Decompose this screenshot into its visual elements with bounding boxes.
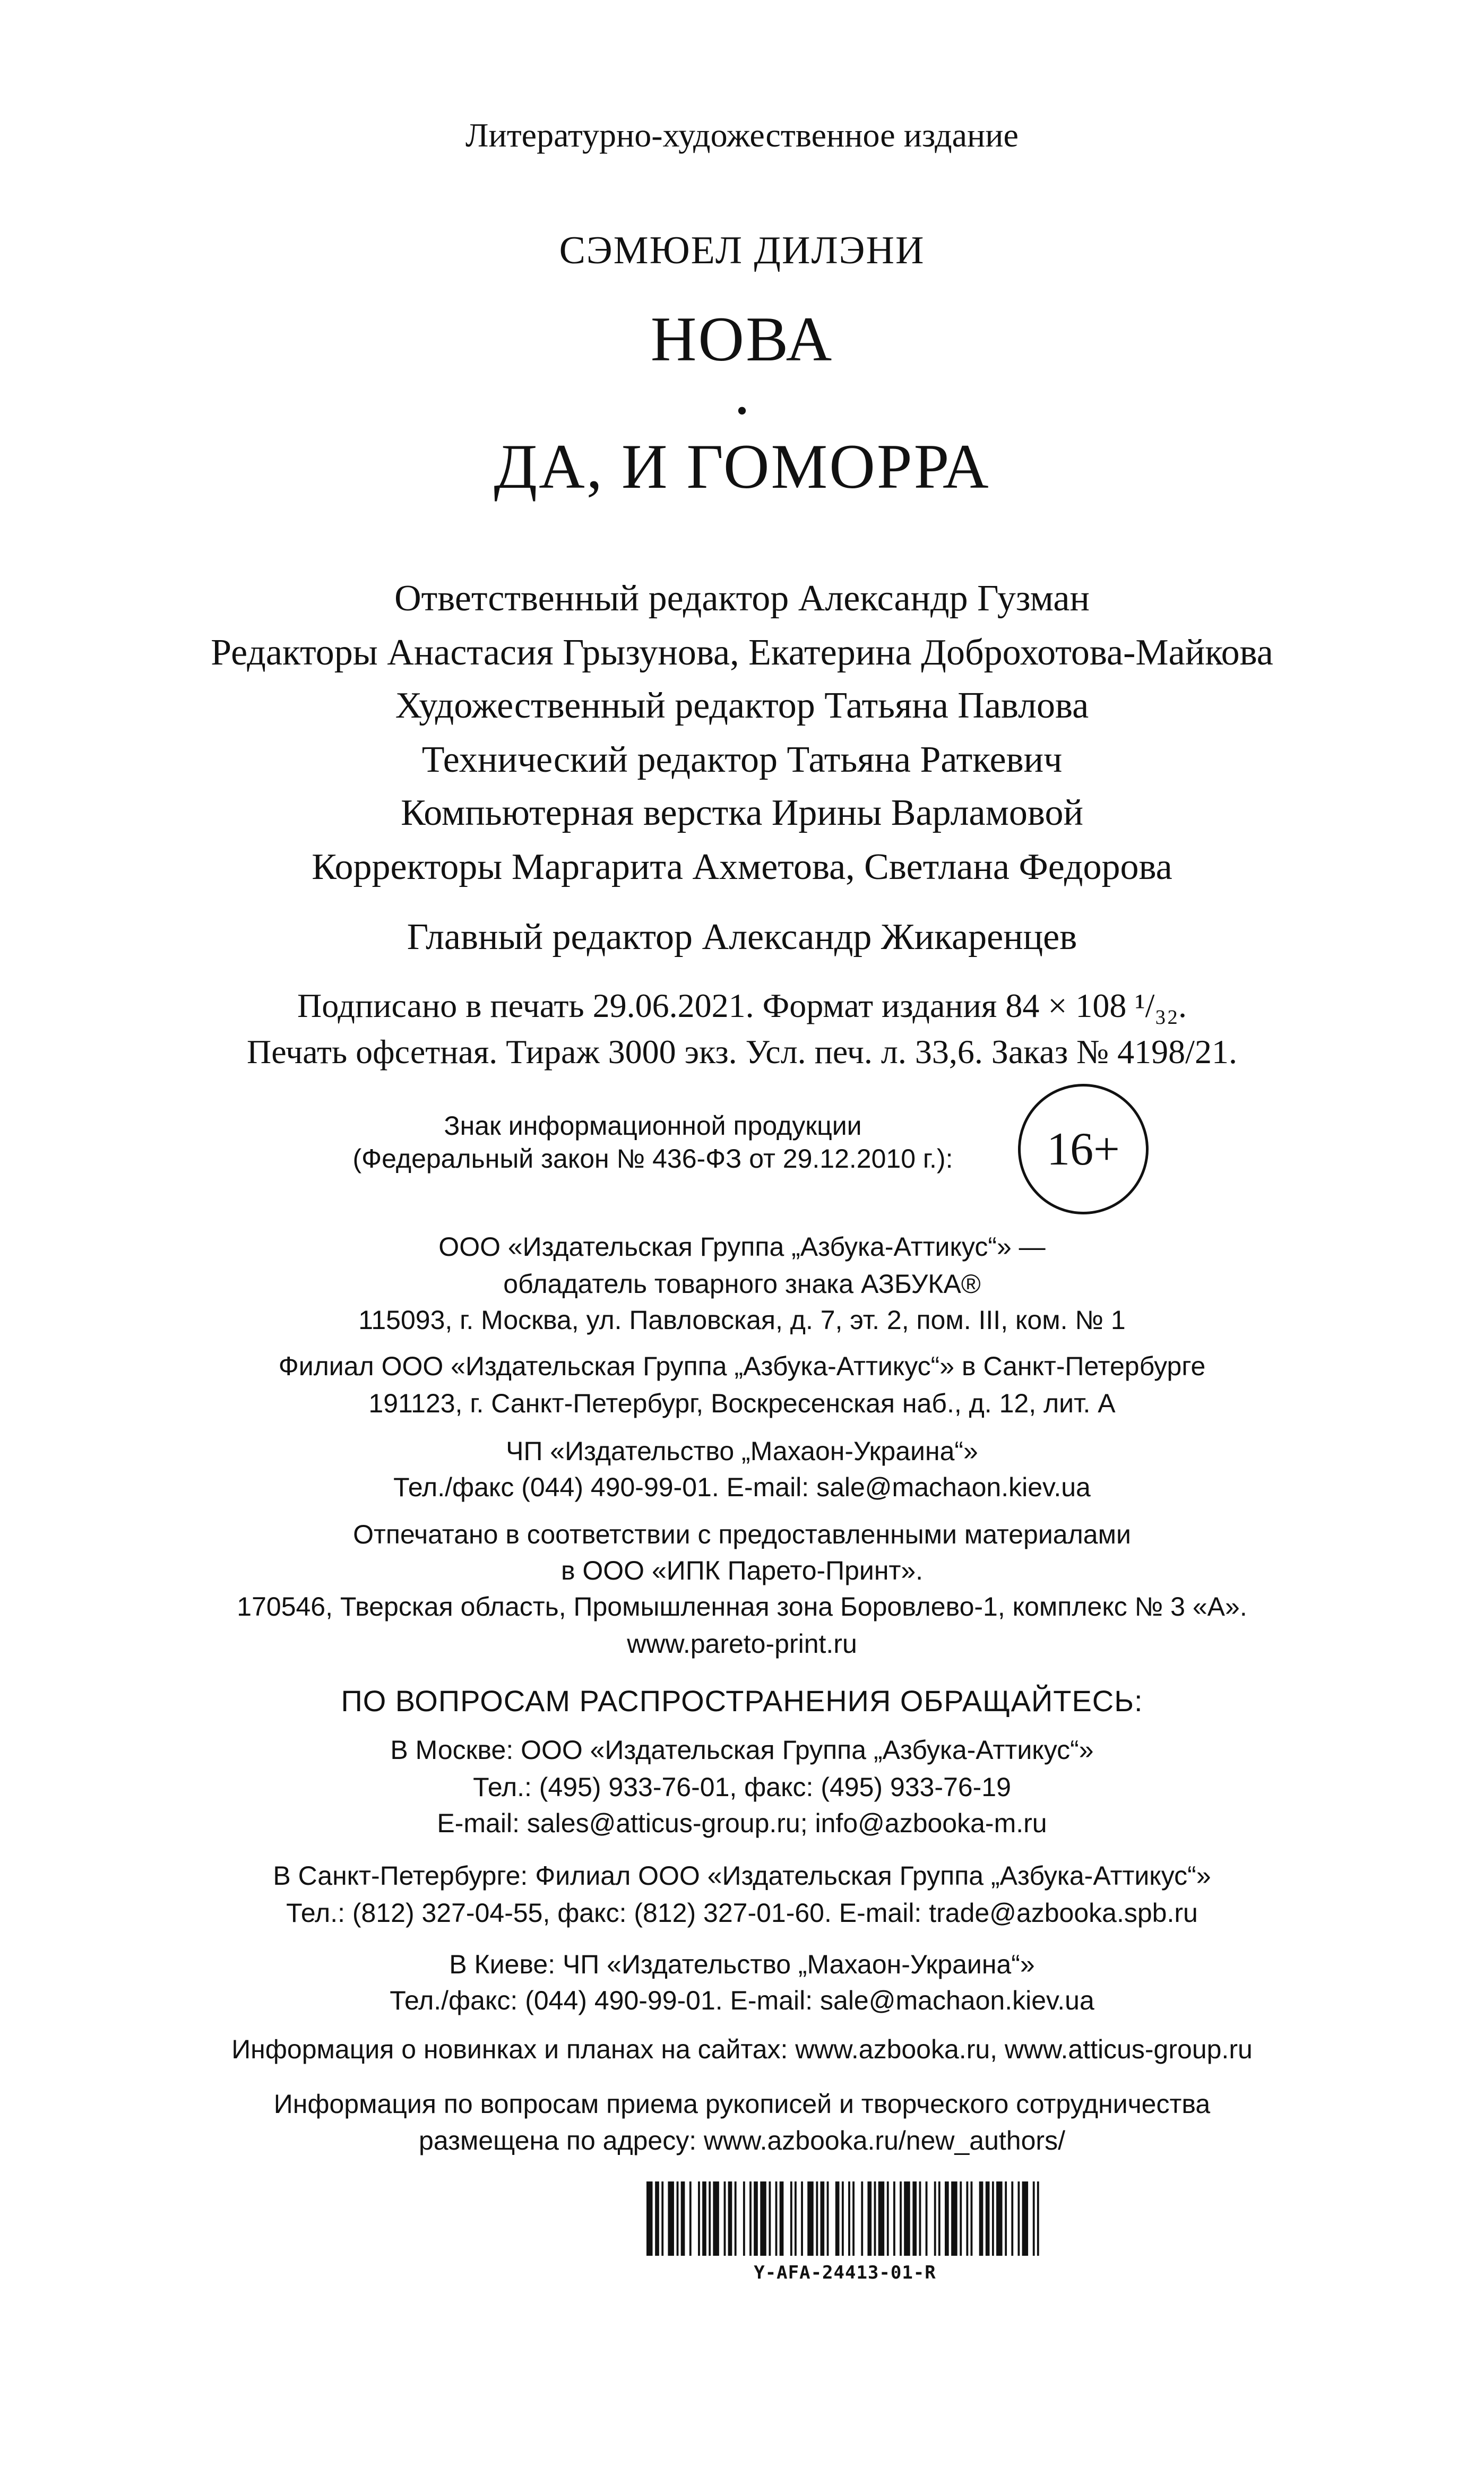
barcode-bar	[1017, 2181, 1020, 2256]
barcode-bar	[816, 2181, 818, 2256]
barcode-bar	[992, 2181, 994, 2256]
publisher-address: 115093, г. Москва, ул. Павловская, д. 7, эт. 2, пом. III, ком. № 1	[358, 1305, 1126, 1335]
manuscripts-info: Информация по вопросам приема рукописей и творческого сотрудничества	[273, 2089, 1211, 2119]
credit-line: Технический редактор Татьяна Раткевич	[421, 739, 1063, 780]
info-sign-line: Знак информационной продукции	[444, 1111, 862, 1141]
credit-line: Художественный редактор Татьяна Павлова	[395, 685, 1089, 726]
barcode-bar	[1022, 2181, 1029, 2256]
barcode-bar	[1033, 2181, 1035, 2256]
title-separator: •	[736, 393, 748, 428]
barcode-bar	[775, 2181, 778, 2256]
barcode-bar	[867, 2181, 872, 2256]
printing-line: Отпечатано в соответствии с предоставленными материалами	[353, 1520, 1131, 1549]
barcode-bar	[996, 2181, 1003, 2256]
distribution-moscow-phone: Тел.: (495) 933-76-01, факс: (495) 933-76-19	[473, 1772, 1011, 1802]
barcode-bar	[919, 2181, 921, 2256]
barcode-bar	[966, 2181, 968, 2256]
distribution-spb: В Санкт-Петербурге: Филиал ООО «Издательская Группа „Азбука-Аттикус“»	[273, 1861, 1211, 1891]
barcode-bar	[945, 2181, 949, 2256]
print-info-line: Печать офсетная. Тираж 3000 экз. Усл. печ. л. 33,6. Заказ № 4198/21.	[247, 1033, 1237, 1071]
barcode-bar	[893, 2181, 895, 2256]
author-name: СЭМЮЕЛ ДИЛЭНИ	[559, 229, 925, 272]
barcode-bar	[1005, 2181, 1007, 2256]
barcode-bar	[735, 2181, 737, 2256]
barcode-bar	[827, 2181, 829, 2256]
barcode-bar	[795, 2181, 797, 2256]
chief-editor: Главный редактор Александр Жикаренцев	[407, 917, 1077, 958]
barcode-bar	[848, 2181, 850, 2256]
credit-line: Компьютерная верстка Ирины Варламовой	[401, 792, 1083, 833]
barcode-bar	[646, 2181, 653, 2256]
age-rating-badge: 16+	[1018, 1084, 1149, 1214]
barcode-bar	[887, 2181, 889, 2256]
barcode-bar	[728, 2181, 732, 2256]
barcode-label: Y-AFA-24413-01-R	[754, 2262, 936, 2283]
barcode-bar	[1037, 2181, 1039, 2256]
barcode-bar	[861, 2181, 863, 2256]
barcode-bar	[801, 2181, 803, 2256]
barcode-bar	[724, 2181, 726, 2256]
barcode-bar	[926, 2181, 928, 2256]
manuscripts-address: размещена по адресу: www.azbooka.ru/new_authors/	[419, 2126, 1065, 2155]
barcode-bar	[661, 2181, 663, 2256]
distribution-spb-contacts: Тел.: (812) 327-04-55, факс: (812) 327-01-60. E-mail: trade@azbooka.spb.ru	[286, 1898, 1198, 1928]
barcode-bar	[698, 2181, 700, 2256]
barcode-bar	[821, 2181, 825, 2256]
barcode-bar	[938, 2181, 941, 2256]
barcode-bar	[979, 2181, 983, 2256]
barcode-bar	[702, 2181, 706, 2256]
printing-address: 170546, Тверская область, Промышленная зона Боровлево-1, комплекс № 3 «А».	[237, 1592, 1247, 1622]
barcode-bar	[960, 2181, 962, 2256]
barcode-bar	[713, 2181, 719, 2256]
credit-line: Корректоры Маргарита Ахметова, Светлана Федорова	[312, 847, 1172, 887]
ukraine-contacts: Тел./факс (044) 490-99-01. E-mail: sale@machaon.kiev.ua	[393, 1472, 1091, 1502]
distribution-moscow-email: E-mail: sales@atticus-group.ru; info@azbooka-m.ru	[437, 1808, 1047, 1838]
printing-website: www.pareto-print.ru	[627, 1629, 857, 1659]
barcode-bar	[934, 2181, 936, 2256]
credit-line: Редакторы Анастасия Грызунова, Екатерина Доброхотова-Майкова	[211, 632, 1273, 673]
barcode-bar	[790, 2181, 792, 2256]
barcode-bar	[760, 2181, 766, 2256]
barcode-bar	[677, 2181, 679, 2256]
barcode-bar	[842, 2181, 844, 2256]
edition-type: Литературно-художественное издание	[465, 116, 1019, 154]
news-info: Информация о новинках и планах на сайтах: www.azbooka.ru, www.atticus-group.ru	[231, 2034, 1253, 2064]
book-title-part1: НОВА	[650, 304, 834, 374]
credit-line: Ответственный редактор Александр Гузман	[394, 578, 1090, 619]
info-sign-text	[308, 1109, 998, 1175]
barcode-bar	[904, 2181, 910, 2256]
ukraine-publisher: ЧП «Издательство „Махаон-Украина“»	[506, 1436, 978, 1466]
barcode-bar	[878, 2181, 885, 2256]
print-info-line: Подписано в печать 29.06.2021. Формат издания 84 × 108 ¹/₃₂.	[297, 987, 1187, 1024]
barcode-bar	[754, 2181, 758, 2256]
branch-line: Филиал ООО «Издательская Группа „Азбука-Аттикус“» в Санкт-Петербурге	[278, 1351, 1206, 1381]
barcode-bar	[807, 2181, 814, 2256]
barcode-bar	[874, 2181, 876, 2256]
barcode-bar	[835, 2181, 840, 2256]
barcode-bar	[900, 2181, 902, 2256]
barcode-bar	[951, 2181, 957, 2256]
distribution-moscow: В Москве: ООО «Издательская Группа „Азбука-Аттикус“»	[390, 1735, 1094, 1765]
barcode-bar	[668, 2181, 674, 2256]
printing-line: в ООО «ИПК Парето-Принт».	[560, 1556, 924, 1585]
publisher-line: обладатель товарного знака АЗБУКА®	[503, 1269, 981, 1299]
distribution-kiev: В Киеве: ЧП «Издательство „Махаон-Украина“»	[449, 1950, 1035, 1979]
barcode-bar	[749, 2181, 752, 2256]
barcode-bar	[709, 2181, 711, 2256]
barcode-bar	[780, 2181, 784, 2256]
barcode-bar	[681, 2181, 685, 2256]
distribution-heading: ПО ВОПРОСАМ РАСПРОСТРАНЕНИЯ ОБРАЩАЙТЕСЬ:	[341, 1684, 1143, 1718]
barcode-bar	[852, 2181, 855, 2256]
distribution-kiev-contacts: Тел./факс: (044) 490-99-01. E-mail: sale@machaon.kiev.ua	[390, 1986, 1094, 2015]
publisher-line: ООО «Издательская Группа „Азбука-Аттикус“» —	[438, 1232, 1046, 1262]
info-sign-law: (Федеральный закон № 436-ФЗ от 29.12.2010 г.):	[352, 1144, 953, 1174]
barcode-bar	[689, 2181, 692, 2256]
barcode-bar	[769, 2181, 771, 2256]
barcode-bar	[912, 2181, 917, 2256]
barcode-bar	[743, 2181, 745, 2256]
barcode	[646, 2181, 1043, 2256]
barcode-bar	[971, 2181, 973, 2256]
barcode-bar	[655, 2181, 659, 2256]
barcode-bar	[1011, 2181, 1013, 2256]
branch-address: 191123, г. Санкт-Петербург, Воскресенская наб., д. 12, лит. А	[368, 1388, 1116, 1418]
book-title-part2: ДА, И ГОМОРРА	[494, 431, 990, 502]
barcode-bar	[986, 2181, 990, 2256]
